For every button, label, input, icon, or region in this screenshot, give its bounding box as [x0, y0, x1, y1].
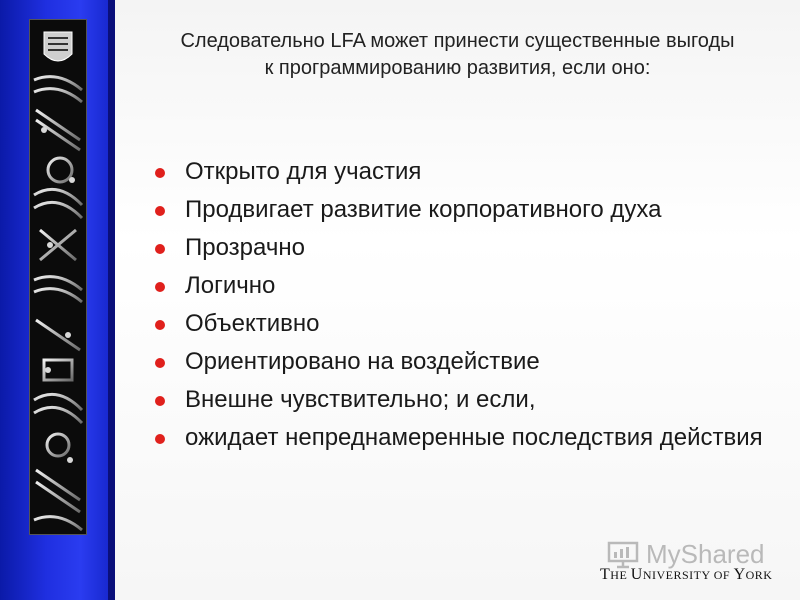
bullet-dot-icon	[155, 206, 165, 216]
presentation-board-icon	[606, 539, 640, 569]
bullet-text: Объективно	[185, 310, 320, 337]
footer-text-he: HE	[610, 568, 631, 582]
bullet-text: Прозрачно	[185, 234, 305, 261]
watermark-text: MyShared	[646, 538, 765, 569]
bullet-dot-icon	[155, 320, 165, 330]
bullet-text: Внешне чувствительно; и если,	[185, 386, 536, 413]
footer-text-ork: ORK	[745, 568, 773, 582]
footer-text-niversity-of: NIVERSITY OF	[642, 568, 734, 582]
bullet-item	[150, 194, 770, 225]
decorative-pattern-strip	[30, 20, 86, 534]
bullet-text: Открыто для участия	[185, 158, 422, 185]
bullet-item	[150, 270, 770, 301]
bullet-list	[150, 156, 770, 460]
bullet-dot-icon	[155, 358, 165, 368]
footer-cap-t: T	[600, 566, 611, 583]
university-footer	[600, 566, 790, 584]
bullet-dot-icon	[155, 434, 165, 444]
bullet-item	[150, 232, 770, 263]
slide-title	[115, 28, 800, 82]
bullet-item	[150, 422, 770, 453]
slide-title-line-2: к программированию развития, если оно:	[264, 57, 651, 79]
bullet-item	[150, 346, 770, 377]
decorative-pattern-graphic	[30, 20, 86, 534]
bullet-dot-icon	[155, 396, 165, 406]
footer-cap-u: U	[630, 566, 643, 583]
footer-cap-y: Y	[733, 566, 746, 583]
bullet-item	[150, 308, 770, 339]
left-band-edge-stripe	[108, 0, 115, 600]
bullet-text: Логично	[185, 272, 276, 299]
bullet-text: ожидает непреднамеренные последствия действия	[185, 424, 763, 451]
bullet-item	[150, 156, 770, 187]
bullet-text: Ориентировано на воздействие	[185, 348, 540, 375]
bullet-dot-icon	[155, 282, 165, 292]
bullet-dot-icon	[155, 168, 165, 178]
slide-title-line-1: Следовательно LFA может принести существенные выгоды	[180, 30, 735, 52]
bullet-dot-icon	[155, 244, 165, 254]
bullet-item	[150, 384, 770, 415]
bullet-text: Продвигает развитие корпоративного духа	[185, 196, 662, 223]
